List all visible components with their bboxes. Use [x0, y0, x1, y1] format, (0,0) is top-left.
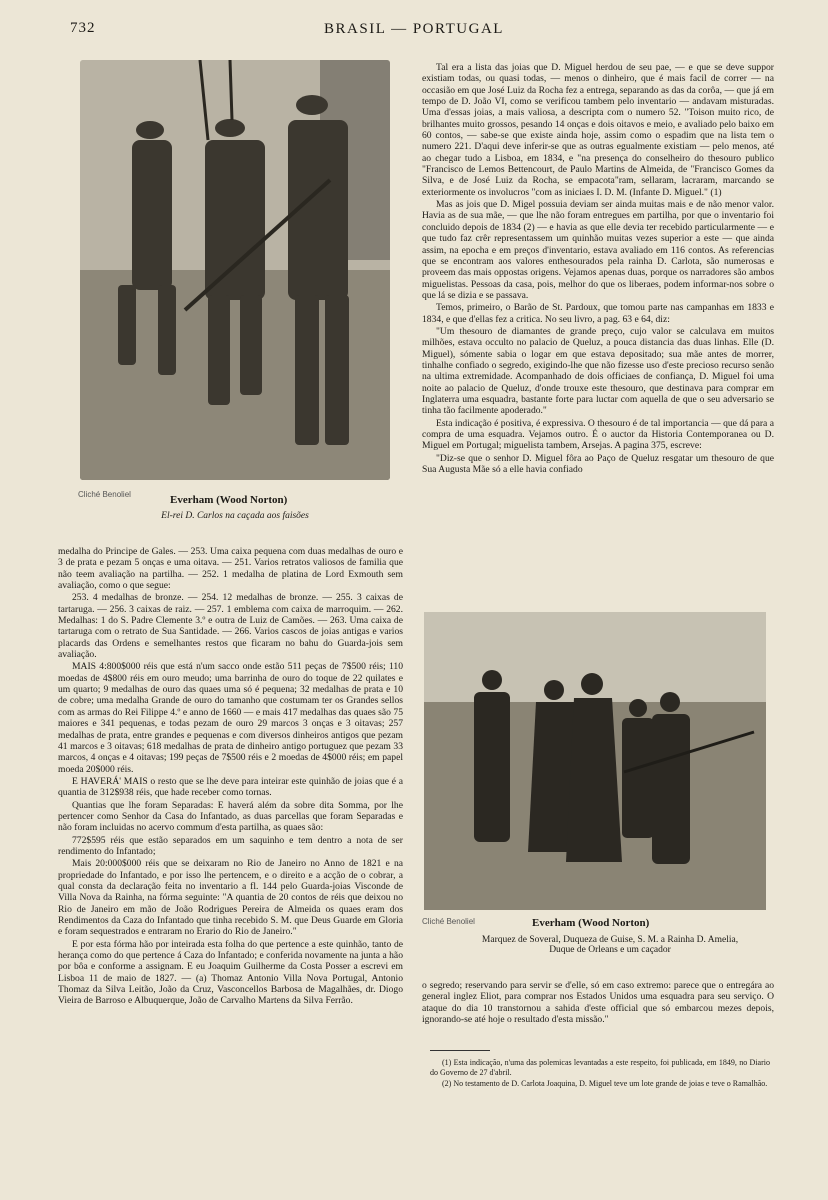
paragraph: Temos, primeiro, o Barão de St. Pardoux, que tomou parte nas campanhas em 1833 e 1834, e que d'ellas fez a critica. No seu livro, a pag. 63 e 64, diz: — [422, 302, 774, 325]
paragraph: E por esta fórma hão por inteirada esta folha do que pertence a este quinhão, tanto de herança como do que pertence á Caza do Infantado; e conferida novamente na junta a hão por bôa e conforme a assignam. E eu Joaquim Guilherme da Costa Posser a escrevi em Lisboa 11 de maio de 1827. — (a) Thomaz Antonio Villa Nova Portugal, Antonio Thomaz da Silva Leitão, João da Cruz, Vasconcellos Barbosa de Magalhães, dr. Diogo Vieira de Barroso e Albuquerque, João de Carvalho Martens da Silva Ferrão. — [58, 938, 403, 1007]
running-head: BRASIL — PORTUGAL — [324, 21, 504, 37]
figure-title: Everham (Wood Norton) — [170, 494, 288, 506]
figure-caption-2-line2: Duque de Orleans e um caçador — [549, 945, 671, 955]
paragraph: Mais 20:000$000 réis que se deixaram no Rio de Janeiro no Anno de 1821 e na propriedade do Infantado, e por isso lhe pertencem, e o direito e a acção de o cobrar, a qual consta da declaração feita no inventario a fl. 144 pelo Guarda-joias Visconde de Villa Nova da Rainha, na fórma seguinte: "A quantia de 20 contos de réis que deixou no Rio de Janeiro em mão de João Rodrigues Pereira de Almeida os quaes eram dos Rendimentos da Caza do Infantado que tinha recebido S. M. que Deus Guarde em Gloria e foram sequestrados e entraram no Erario do Rio de Janeiro." — [58, 858, 403, 938]
footnote: (1) Esta indicação, n'uma das polemicas levantadas a este respeito, foi publicada, em 1849, no Diario do Governo de 27 d'abril. — [430, 1058, 770, 1077]
hunting-photo — [80, 60, 390, 480]
figure-title-2: Everham (Wood Norton) — [532, 917, 650, 929]
footnote: (2) No testamento de D. Carlota Joaquina, D. Miguel teve um lote grande de joias e teve o Ramalhão. — [442, 1079, 768, 1088]
quote-paragraph: "Um thesouro de diamantes de grande preço, cujo valor se calculava em muitos milhões, estava occulto no palacio de Queluz, a pouca distancia das duas linhas. Elle (D. Miguel), sómente sabia o logar em que estava depositado; sua mãe antes de morrer, tinhalhe confiado o segredo, exigindo-lhe que não fizesse uso d'este precioso recurso senão na ultima extremidade. Acompanhado de dois officiaes de confiança, D. Miguel foi uma noite ao palacio de Queluz, d'onde trouxe este thesouro, que destinava para comprar em Inglaterra uma esquadra, bastante forte para luctar com aquella de que o seu adversario se tinha tão facilmente apoderado." — [422, 325, 774, 417]
page-number: 732 — [70, 20, 96, 36]
footnotes — [430, 1058, 770, 1091]
left-column-bottom — [58, 546, 403, 1007]
photo-credit: Cliché Benoliel — [78, 490, 131, 499]
group-photo — [424, 612, 766, 910]
paragraph: 253. 4 medalhas de bronze. — 254. 12 medalhas de bronze. — 255. 3 caixas de tartaruga. — 256. 3 caixas de raiz. — 257. 1 emblema com caixa de marroquim. — 262. Medalhas: 1 do S. Padre Clemente 3.º e outra de Luiz de Camões. — 263. Uma caixa de tartaruga com o retrato de Sua Santidade. — 266. Varios cascos de joias antigas e varios placards das Ordens e semelhantes restos que ficaram no bahu do Guarda-jois sem avaliação. — [58, 592, 403, 661]
photo-credit-2: Cliché Benoliel — [422, 917, 475, 926]
quote-paragraph: "Diz-se que o senhor D. Miguel fôra ao Paço de Queluz resgatar um thesouro de que Sua Augusta Mãe só a elle havia confiado — [422, 452, 774, 476]
paragraph: o segredo; reservando para servir se d'elle, só em caso extremo: parece que o entregára ao general inglez Eliot, para comprar nos Estados Unidos uma esquadra para seu serviço. O ataque do dia 10 transtornou a sahida d'este official que só embarcou mezes depois, ignorando-se até hoje o resultado d'esta missão." — [422, 980, 774, 1026]
paragraph: E HAVERÁ' MAIS o resto que se lhe deve para inteirar este quinhão de joias que é a quantia de 312$938 réis, que hade receber como tornas. — [58, 775, 403, 799]
paragraph: Mas as jois que D. Migel possuia deviam ser ainda muitas mais e de não menor valor. Havia as de sua mãe, — que lhe não foram entregues em partilha, por que o inventario foi concluido depois de 1834 (2) — e havia as que elle devia ter recebido particularmente — e que tudo faz crêr representassem um quinhão muitas vezes superior a este — que ainda assim, na epocha e em preços d'inventario, estava avaliado em 116 contos. As referencias que se encontram aos valores enthesourados pela rainha D. Carlota, são numerosas e proveem das mais oppostas origens. Vejamos apenas duas, porque os narradores são ambos miguelistas. Pessoas da casa, pois, melhor do que os liberaes, podem informar-nos sobre o que lá se dizia e se passava. — [422, 199, 774, 301]
right-column-top — [422, 62, 774, 475]
right-column-bottom — [422, 980, 774, 1025]
paragraph: Esta indicação é positiva, é expressiva. O thesouro é de tal importancia — que dá para a compra de uma esquadra. Vejamos outro. É o auctor da Historia Contemporanea ou D. Miguel em Portugal; miguelista tambem, Arsejas. A pagina 375, escreve: — [422, 417, 774, 452]
paragraph: 772$595 réis que estão separados em um saquinho e tem dentro a nota de ser rendimento do Infantado; — [58, 834, 403, 857]
figure-caption: El-rei D. Carlos na caçada aos faisões — [161, 511, 309, 521]
footnote-divider — [430, 1050, 490, 1051]
paragraph: MAIS 4:800$000 réis que está n'um sacco onde estão 511 peças de 7$500 réis; 110 moedas de 4$800 réis em ouro meudo; uma barrinha de ouro do toque de 22 quilates e um quarto; 9 medalhas de ouro das quaes uma só é pequena; 32 medalhas de prata e 10 de cobre; uma medalha Grande de ouro do tamanho que costumam ter os Grandes sellos com as armas do Rei Filippe 4.º e anno de 1660 — e mais 417 medalhas das quaes são 75 maiores e 341 pequenas, e todas pezam de ouro 29 marcos 3 onças e 3 oitavas; 257 medalhas de prata, entre grandes e pequenas e com diversos dinheiros antigos que pezam 41 marcos e 3 oitavas; 618 medalhas de prata de dinheiro antigo portuguez que pezam 33 marcos, 4 onças e 4 oitavas; 199 peças de 7$500 réis e 2 moedas de 4$000 réis; em papel moeda 20$000 réis. — [58, 661, 403, 775]
paragraph: Tal era a lista das joias que D. Miguel herdou de seu pae, — e que se deve suppor existiam todas, ou quasi todas, — menos o dinheiro, que é mais facil de correr — na occasião em que José Luiz da Rocha fez a entrega, separando as das da corôa, — que já em tempo de D. João VI, como se verificou tambem pelo inventario — andavam misturadas. Uma d'essas joias, a mais valiosa, a descripta com o numero 52. "Toison muito rico, de brilhantes muito grossos, pesando 14 onças e dois oitavos e meio, e avaliado pelo baixo em 60 contos, — sabe-se que existe ainda hoje, assim como o espadim que na lista tem o numero 221. D'aqui deve inferir-se que as outras egualmente existiam — pelo menos, até ao chegar tudo a Lisboa, em 1834, e "na presença do conselheiro do thesouro publico "Francisco de Lemos Bettencourt, de Paulo Martins de Almeida, de "Francisco Gomes da Silva, e de José Luiz da Rocha, se empacota"ram, sellaram, lacraram, marcando se exteriormente os involucros "com as iniciaes I. D. M. (Infante D. Miguel." (1) — [422, 62, 774, 198]
figure-caption-2-line1: Marquez de Soveral, Duqueza de Guise, S. M. a Rainha D. Amelia, — [481, 935, 739, 945]
paragraph: medalha do Principe de Gales. — 253. Uma caixa pequena com duas medalhas de ouro e 3 de prata e pezam 5 onças e uma oitava. — 251. Varios retratos valiosos de familia que não teem avaliação na partilha. — 252. 1 medalha de platina de Lord Exmouth sem avaliação, como o que segue: — [58, 546, 403, 592]
paragraph: Quantias que lhe foram Separadas: E haverá além da sobre dita Somma, por lhe pertencer como Senhor da Casa do Infantado, as duas parcellas que foram Separadas e não foram incluidas no acervo commum d'esta partilha, as quaes são: — [58, 799, 403, 834]
